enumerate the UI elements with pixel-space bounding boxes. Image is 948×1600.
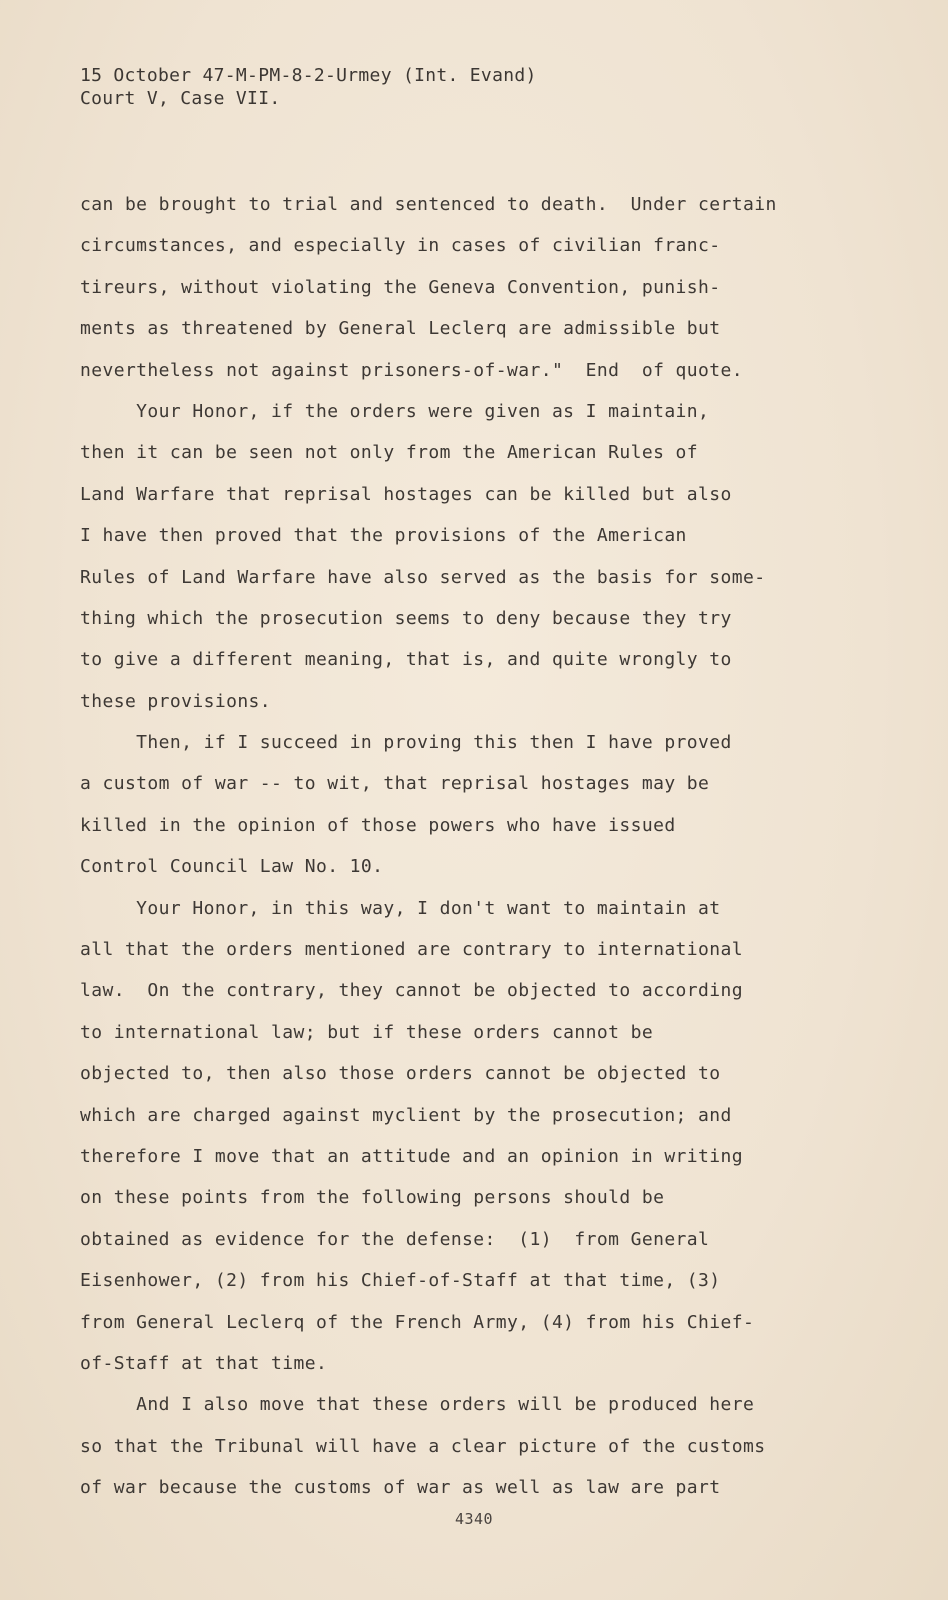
page-number: 4340 — [454, 1510, 494, 1528]
text-line: circumstances, and especially in cases of civilian franc- — [80, 235, 721, 257]
text-line: all that the orders mentioned are contrary to international — [80, 939, 743, 961]
text-line: so that the Tribunal will have a clear picture of the customs — [80, 1435, 766, 1457]
page-header — [80, 64, 537, 110]
text-line: Your Honor, if the orders were given as I maintain, — [80, 400, 710, 422]
text-line: objected to, then also those orders cannot be objected to — [80, 1063, 721, 1085]
text-line: therefore I move that an attitude and an opinion in writing — [80, 1145, 743, 1167]
text-line: which are charged against myclient by the prosecution; and — [80, 1104, 732, 1126]
header-session-line: 15 October 47-M-PM-8-2-Urmey (Int. Evand) — [80, 65, 537, 86]
text-line: of war because the customs of war as well as law are part — [80, 1477, 721, 1499]
text-line: a custom of war -- to wit, that reprisal hostages may be — [80, 773, 710, 795]
text-line: these provisions. — [80, 690, 272, 712]
text-line: Land Warfare that reprisal hostages can be killed but also — [80, 483, 732, 505]
text-line: can be brought to trial and sentenced to death. Under certain — [80, 194, 777, 215]
text-line: And I also move that these orders will be produced here — [80, 1394, 755, 1416]
text-line: nevertheless not against prisoners-of-war." End of quote. — [80, 359, 743, 381]
text-line: Control Council Law No. 10. — [80, 856, 384, 878]
text-line: I have then proved that the provisions of the American — [80, 525, 687, 547]
text-line: Then, if I succeed in proving this then I have proved — [80, 732, 732, 754]
transcript-body — [80, 184, 860, 1509]
text-line: on these points from the following persons should be — [80, 1187, 665, 1209]
text-line: thing which the prosecution seems to deny because they try — [80, 607, 732, 629]
text-line: to international law; but if these orders cannot be — [80, 1021, 654, 1043]
text-line: law. On the contrary, they cannot be objected to according — [80, 980, 743, 1002]
text-line: obtained as evidence for the defense: (1) from General — [80, 1228, 710, 1250]
text-line: then it can be seen not only from the American Rules of — [80, 442, 699, 464]
text-line: Eisenhower, (2) from his Chief-of-Staff at that time, (3) — [80, 1270, 721, 1292]
text-line: Your Honor, in this way, I don't want to maintain at — [80, 897, 721, 919]
text-line: killed in the opinion of those powers who have issued — [80, 814, 676, 836]
text-line: to give a different meaning, that is, and quite wrongly to — [80, 649, 732, 671]
text-line: ments as threatened by General Leclerq are admissible but — [80, 318, 721, 340]
header-court-line: Court V, Case VII. — [80, 88, 281, 109]
text-line: tireurs, without violating the Geneva Convention, punish- — [80, 276, 721, 298]
text-line: from General Leclerq of the French Army, (4) from his Chief- — [80, 1311, 755, 1333]
text-line: Rules of Land Warfare have also served as the basis for some- — [80, 566, 766, 588]
text-line: of-Staff at that time. — [80, 1352, 328, 1374]
